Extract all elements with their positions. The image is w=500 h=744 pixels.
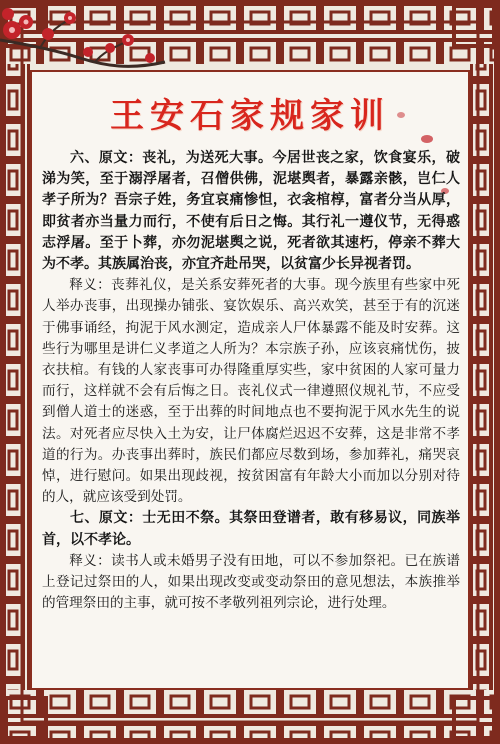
section-7-original: 七、原文：士无田不祭。其祭田登谱者，敢有移易议，同族举首，以不孝论。 [42, 510, 460, 548]
main-text [42, 148, 460, 614]
section-6-explanation: 释义：丧葬礼仪，是关系安葬死者的大事。现今族里有些家中死人举办丧事，出现操办铺张、宴饮娱乐、高兴欢笑，甚至于有的沉迷于佛事诵经，拘泥于风水测定，造成亲人尸体暴露不能及时安葬。这些行为哪里是讲仁义孝道之人所为？本宗族子孙，应该哀痛忧伤，披衣扶棺。有钱的人家丧事可办得隆重厚实些，家中贫困的人家可量力而行，这样就不会有后悔之日。丧礼仪式一律遵照仪规礼节，不应受到僧人道士的迷惑，至于出葬的时间地点也不要拘泥于风水先生的说法。对死者应尽快入土为安，让尸体腐烂迟迟不安葬，这是非常不孝道的行为。办丧事出葬时，族民们都应尽数到场，参加葬礼，痛哭哀悼，进行慰问。如果出现歧视，按贫困富有年龄大小而加以分别对待的人，就应该受到处罚。 [42, 277, 460, 506]
section-6-original: 六、原文：丧礼，为送死大事。今居世丧之家，饮食宴乐，破涕为笑，至于溺浮屠者，召僧供佛，泥堪舆者，暴露亲骸，岂仁人孝子所为？吾宗子姓，务宜哀痛惨怛，衣衾棺椁，富者分当从厚，即贫者亦当量力而行，不使有后日之悔。其行礼一遵仪节，无得惑志浮屠。至于卜葬，亦勿泥堪舆之说，死者欲其速朽，停亲不葬大为不孝。其族属治丧，亦宜齐赴吊哭，以贫富少长异视者罚。 [42, 150, 460, 273]
plum-blossom-branch-icon [0, 0, 170, 90]
page-title: 王安石家规家训 [110, 96, 390, 136]
section-7-explanation: 释义：读书人或未婚男子没有田地，可以不参加祭祀。已在族谱上登记过祭田的人，如果出现改变或变动祭田的意见想法，本族推举的管理祭田的主事，就可按不孝敬列祖列宗论，进行处理。 [42, 552, 460, 612]
